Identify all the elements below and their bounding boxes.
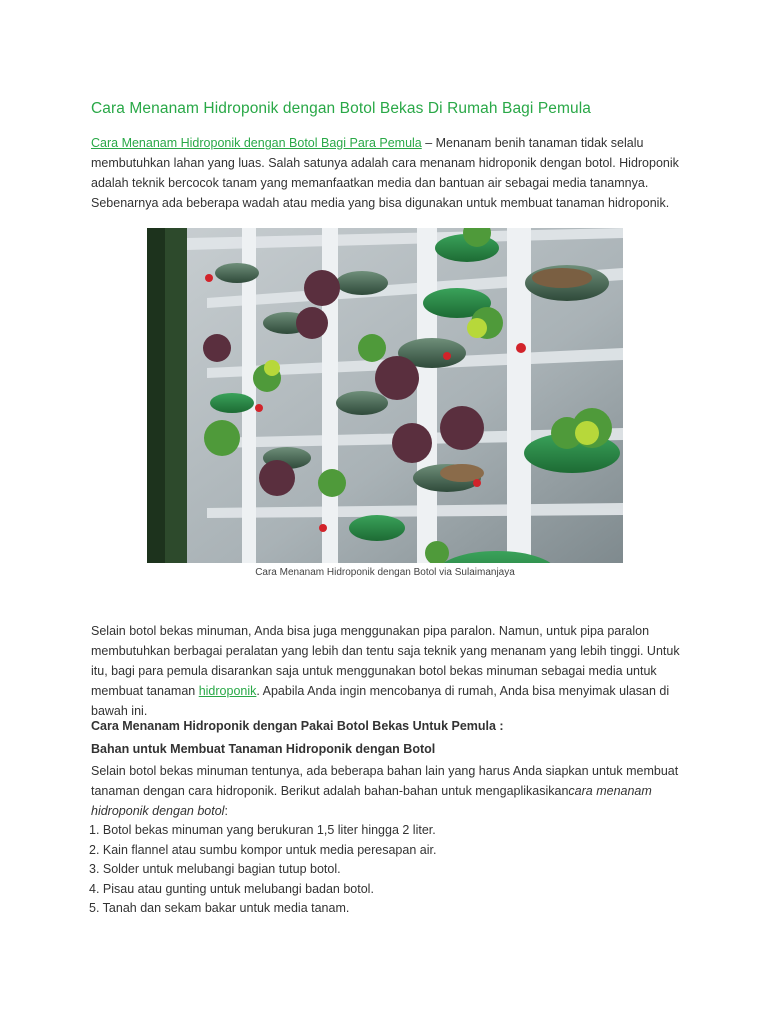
subsection-heading: Bahan untuk Membuat Tanaman Hidroponik dengan Botol xyxy=(91,742,436,756)
materials-list xyxy=(89,821,436,919)
hidroponik-link[interactable]: hidroponik xyxy=(198,684,257,698)
intro-paragraph xyxy=(91,133,681,213)
list-item: 2. Kain flannel atau sumbu kompor untuk media peresapan air. xyxy=(89,842,437,857)
paragraph-3 xyxy=(91,761,681,821)
paragraph-3-text: Selain botol bekas minuman tentunya, ada beberapa bahan lain yang harus Anda siapkan untuk membuat tanaman dengan cara hidroponik. Berikut adalah bahan-bahan untuk mengaplikasikan xyxy=(91,764,679,798)
photo-illustration xyxy=(147,228,623,563)
list-item: 4. Pisau atau gunting untuk melubangi badan botol. xyxy=(89,881,374,896)
article-title: Cara Menanam Hidroponik dengan Botol Bekas Di Rumah Bagi Pemula xyxy=(91,100,591,117)
paragraph-3-end: : xyxy=(224,804,228,818)
paragraph-2-text: Selain botol bekas minuman, Anda bisa juga menggunakan pipa paralon. Namun, untuk pipa paralon membutuhkan berbagai peralatan yang lebih dan tentu saja teknik yang menanam yang lebih tinggi. Untuk itu, bagi para pemula disarankan saja untuk menggunakan botol bekas minuman sebagai media untuk membuat tanaman xyxy=(91,624,680,698)
list-item: 3. Solder untuk melubangi bagian tutup botol. xyxy=(89,862,341,876)
paragraph-2 xyxy=(91,621,681,721)
image-caption: Cara Menanam Hidroponik dengan Botol via Sulaimanjaya xyxy=(255,567,515,578)
paragraph-2-end: . Apabila Anda ingin mencobanya di rumah, Anda bisa menyimak ulasan di bawah ini. xyxy=(91,684,670,718)
hydroponic-bottles-photo xyxy=(147,228,623,563)
list-item: 1. Botol bekas minuman yang berukuran 1,5 liter hingga 2 liter. xyxy=(89,823,436,837)
list-item: 5. Tanah dan sekam bakar untuk media tanam. xyxy=(89,901,350,915)
paragraph-3-italic: cara menanam hidroponik dengan botol xyxy=(91,784,652,818)
intro-text: – Menanam benih tanaman tidak selalu membutuhkan lahan yang luas. Salah satunya adalah cara menanam hidroponik dengan botol. Hidroponik adalah teknik bercocok tanam yang memanfaatkan media dan bantuan air sebagai media tanamnya. Sebenarnya ada beberapa wadah atau media yang bisa digunakan untuk membuat tanaman hidroponik. xyxy=(91,136,679,210)
intro-link[interactable]: Cara Menanam Hidroponik dengan Botol Bagi Para Pemula xyxy=(91,136,422,150)
section-heading: Cara Menanam Hidroponik dengan Pakai Botol Bekas Untuk Pemula : xyxy=(91,719,504,733)
